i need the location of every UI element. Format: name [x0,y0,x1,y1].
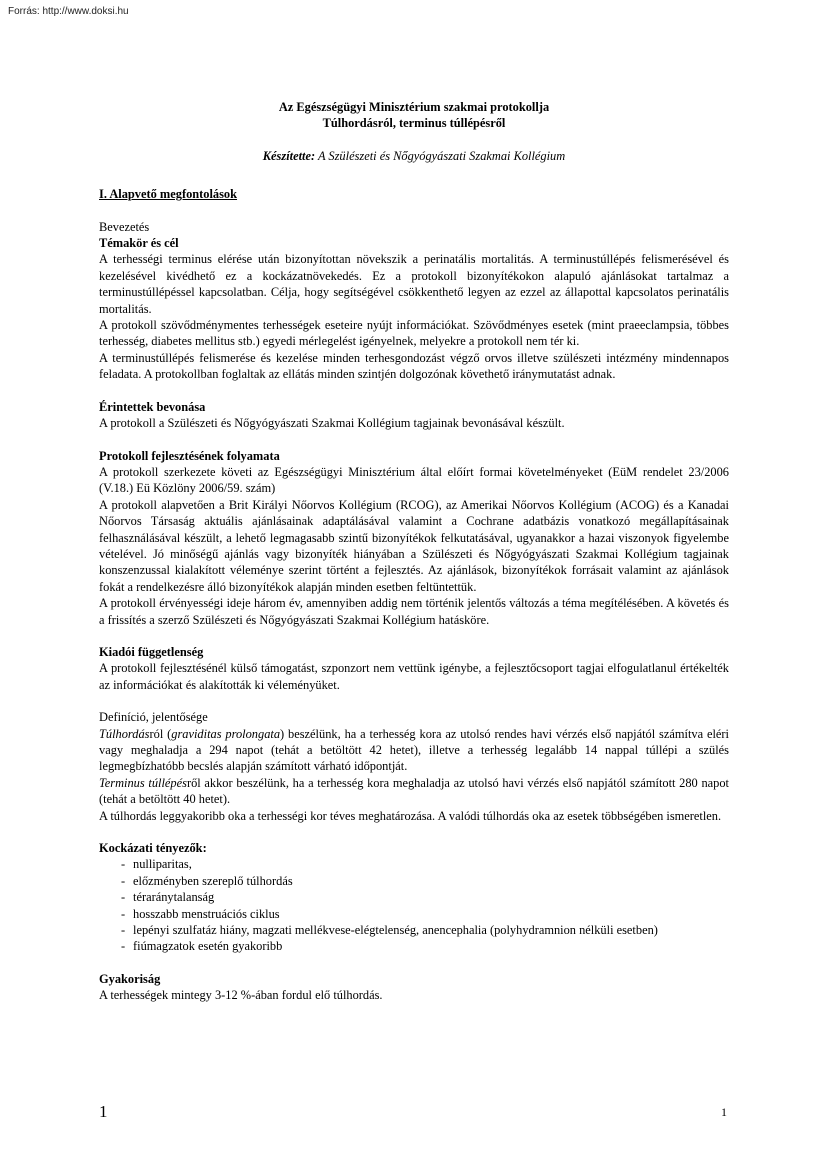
definition-paragraph-1: Túlhordásról (graviditas prolongata) beszélünk, ha a terhesség kora az utolsó rendes havi vérzés első napjától számítva eléri vagy meghaladja a 294 napot (tehát a betöltött 42 hetet), illetve a terhesség legalább 14 nappal túllépi a szülés legmegbízhatóbb becslés alapján számított várható időpontját. [99,726,729,774]
development-paragraph-1: A protokoll szerkezete követi az Egészségügyi Minisztérium által előírt formai követelményeket (EüM rendelet 23/2006 (V.18.) Eü Közlöny 2006/59. szám) [99,464,729,496]
definition-term-1: Túlhordás [99,726,150,741]
involved-paragraph: A protokoll a Szülészeti és Nőgyógyászati Szakmai Kollégium tagjainak bevonásával készült. [99,416,565,431]
list-item: - fiúmagzatok esetén gyakoribb [121,938,729,954]
title-line-2: Túlhordásról, terminus túllépésről [322,116,506,131]
frequency-paragraph: A terhességek mintegy 3-12 %-ában fordul elő túlhordás. [99,988,383,1003]
intro-subheading: Bevezetés [99,219,150,234]
risk-heading: Kockázati tényezők: [99,841,207,856]
topic-paragraph-3: A terminustúllépés felismerése és kezelése minden terhesgondozást végző orvos illetve szülészeti intézmény mindennapos feladata. A protokollban foglaltak az ellátás minden szintjén dolgozónak követhető iránymutatást adnak. [99,350,729,382]
definition-paragraph-2: Terminus túllépésről akkor beszélünk, ha a terhesség kora meghaladja az utolsó havi vérzés első napjától számított 280 napot (tehát a betöltött 40 hetet). [99,775,729,807]
definition-paragraph-3: A túlhordás leggyakoribb oka a terhességi kor téves meghatározása. A valódi túlhordás oka az esetek többségében ismeretlen. [99,808,722,823]
list-item: - téraránytalanság [121,889,729,905]
development-heading: Protokoll fejlesztésének folyamata [99,448,280,463]
involved-heading: Érintettek bevonása [99,399,206,414]
risk-list [99,856,729,954]
page-number-right: 1 [721,1105,727,1119]
topic-paragraph-2: A protokoll szövődménymentes terhességek eseteire nyújt információkat. Szövődményes esetek (mint praeeclampsia, többes terhesség, diabetes mellitus stb.) egyedi mérlegelést igényelnek, melyekre a protokoll nem tér ki. [99,318,729,349]
list-item: - lepényi szulfatáz hiány, magzati mellékvese-elégtelenség, anencephalia (polyhydramnion nélküli esetben) [121,922,729,938]
list-item: - hosszabb menstruációs ciklus [121,906,729,922]
page-number-left: 1 [99,1102,108,1121]
topic-heading: Témakör és cél [99,236,179,251]
frequency-heading: Gyakoriság [99,971,161,986]
title-line-1: Az Egészségügyi Minisztérium szakmai protokollja [278,100,550,114]
independence-heading: Kiadói függetlenség [99,644,204,659]
list-item: - előzményben szereplő túlhordás [121,873,729,889]
author-line [99,148,729,164]
definition-term-2: Terminus túllépés [99,775,187,790]
source-url: Forrás: http://www.doksi.hu [8,6,129,17]
development-paragraph-3: A protokoll érvényességi ideje három év, amennyiben addig nem történik jelentős változás a téma megítélésében. A követés és a frissítés a szerző Szülészeti és Nőgyógyászati Szakmai Kollégium hatásköre. [99,596,729,627]
definition-subheading: Definíció, jelentősége [99,710,208,725]
section-title: I. Alapvető megfontolások [99,187,238,202]
definition-latin: graviditas prolongata [171,726,281,741]
document-page [99,99,729,1004]
independence-paragraph: A protokoll fejlesztésénél külső támogatást, szponzort nem vettünk igénybe, a fejlesztőcsoport tagjai elfogulatlanul értékelték az információkat és alakították ki véleményüket. [99,661,729,692]
author-label: Készítette: [262,148,316,163]
topic-paragraph-1: A terhességi terminus elérése után bizonyítottan növekszik a perinatális mortalitás. A terminustúllépés felismerésével és kezelésével kivédhető ez a kockázatnövekedés. Ez a protokoll bizonyítékokon alapuló ajánlásokat tartalmaz a terminustúllépéssel kapcsolatban. Célja, hogy segítségével csökkenthető legyen az ezzel az állapottal kapcsolatos perinatális mortalitás. [99,252,729,316]
list-item: - nulliparitas, [121,856,729,872]
development-paragraph-2: A protokoll alapvetően a Brit Királyi Nőorvos Kollégium (RCOG), az Amerikai Nőorvos Kollégium (ACOG) és a Kanadai Nőorvos Társaság aktuális ajánlásainak adaptálásával valamint a Cochrane adatbázis vonatkozó megállapításainak felhasználásával készült, a lehető legmagasabb szintű bizonyítékok felkutatásával, ugyanakkor a hazai viszonyok figyelembe vételével. Jó minőségű ajánlás vagy bizonyíték hiányában a Szülészeti és Nőgyógyászati Szakmai Kollégium tagjainak konszenzussal kialakított véleménye szerint történt a fejlesztés. Az ajánlások, bizonyítékok forrásait valamint az ajánlások fokát a rendelkezésre álló bizonyítékok alapján minden esetben feltüntettük. [99,497,729,594]
author-value: A Szülészeti és Nőgyógyászati Szakmai Kollégium [317,148,566,163]
